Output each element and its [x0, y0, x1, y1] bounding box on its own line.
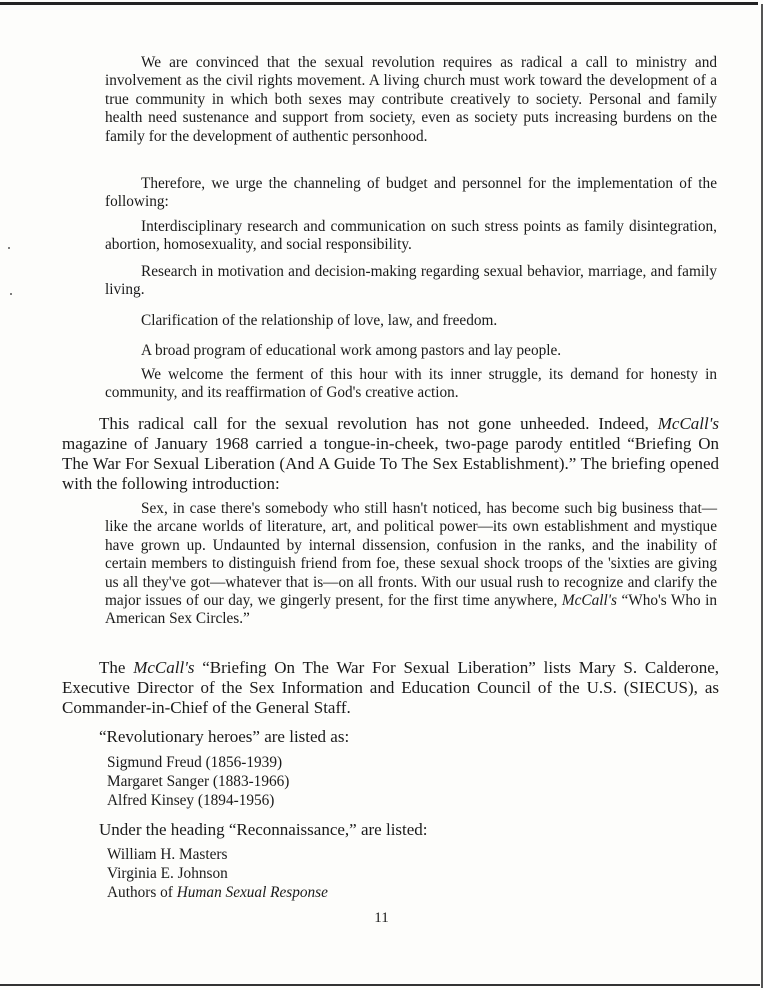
bottom-rule [0, 984, 760, 986]
book-title: Human Sexual Response [176, 884, 328, 901]
body-paragraph-calderone: The McCall's “Briefing On The War For Sexual Liberation” lists Mary S. Calderone, Executive Director of the Sex Information and Education Council of the U.S. (SIECUS), as Commander-in-Chief of the General Staff. [62, 658, 719, 717]
heroes-heading: “Revolutionary heroes” are listed as: [99, 727, 350, 746]
top-rule [0, 2, 758, 5]
magazine-title: McCall's [561, 592, 617, 610]
magazine-title: McCall's [133, 658, 195, 677]
resolution-paragraph-6: A broad program of educational work among pastors and lay people. [141, 342, 562, 359]
body-paragraph-mccalls-parody: This radical call for the sexual revolution has not gone unheeded. Indeed, McCall's magazine of January 1968 carried a tongue-in-cheek, two-page parody entitled “Briefing On The War For Sexual Liberation (And A Guide To The Sex Establishment).” The briefing opened with the following introduction: [62, 414, 720, 493]
page-number: 11 [374, 910, 389, 926]
scan-speck [8, 247, 10, 249]
list-item: Authors of Human Sexual Response [107, 884, 328, 901]
resolution-paragraph-4: Research in motivation and decision-making regarding sexual behavior, marriage, and family living. [105, 263, 717, 299]
list-item: Alfred Kinsey (1894-1956) [107, 792, 275, 809]
heroes-list [107, 753, 289, 810]
resolution-paragraph-2: Therefore, we urge the channeling of budget and personnel for the implementation of the following: [105, 175, 717, 211]
list-item: Margaret Sanger (1883-1966) [107, 773, 290, 790]
briefing-excerpt: Sex, in case there's somebody who still hasn't noticed, has become such big business that—like the arcane worlds of literature, art, and political power—its own establishment and mystique have grown up. Undaunted by internal dissension, confusion in the ranks, and the inability of certain members to distinguish friend from foe, these sexual shock troops of the 'sixties are giving us all they've got—whatever that is—on all fronts. With our usual rush to recognize and clarify the major issues of our day, we gingerly present, for the first time anywhere, McCall's “Who's Who in American Sex Circles.” [105, 500, 718, 628]
resolution-paragraph-5: Clarification of the relationship of love, law, and freedom. [141, 312, 498, 329]
magazine-title: McCall's [657, 414, 720, 433]
resolution-paragraph-3: Interdisciplinary research and communication on such stress points as family disintegration, abortion, homosexuality, and social responsibility. [105, 218, 717, 254]
list-item: William H. Masters [107, 846, 228, 863]
reconnaissance-list [107, 845, 328, 902]
list-item: Sigmund Freud (1856-1939) [107, 754, 283, 771]
resolution-paragraph-7: We welcome the ferment of this hour with its inner struggle, its demand for honesty in community, and its reaffirmation of God's creative action. [105, 366, 717, 402]
resolution-paragraph-1: We are convinced that the sexual revolution requires as radical a call to ministry and involvement as the civil rights movement. A living church must work toward the development of a true community in which both sexes may contribute creatively to society. Personal and family health need sustenance and support from society, even as society puts increasing burdens on the family for the development of authentic personhood. [105, 54, 717, 145]
reconnaissance-heading: Under the heading “Reconnaissance,” are listed: [99, 820, 428, 839]
list-item: Virginia E. Johnson [107, 865, 228, 882]
scan-speck [10, 293, 12, 295]
